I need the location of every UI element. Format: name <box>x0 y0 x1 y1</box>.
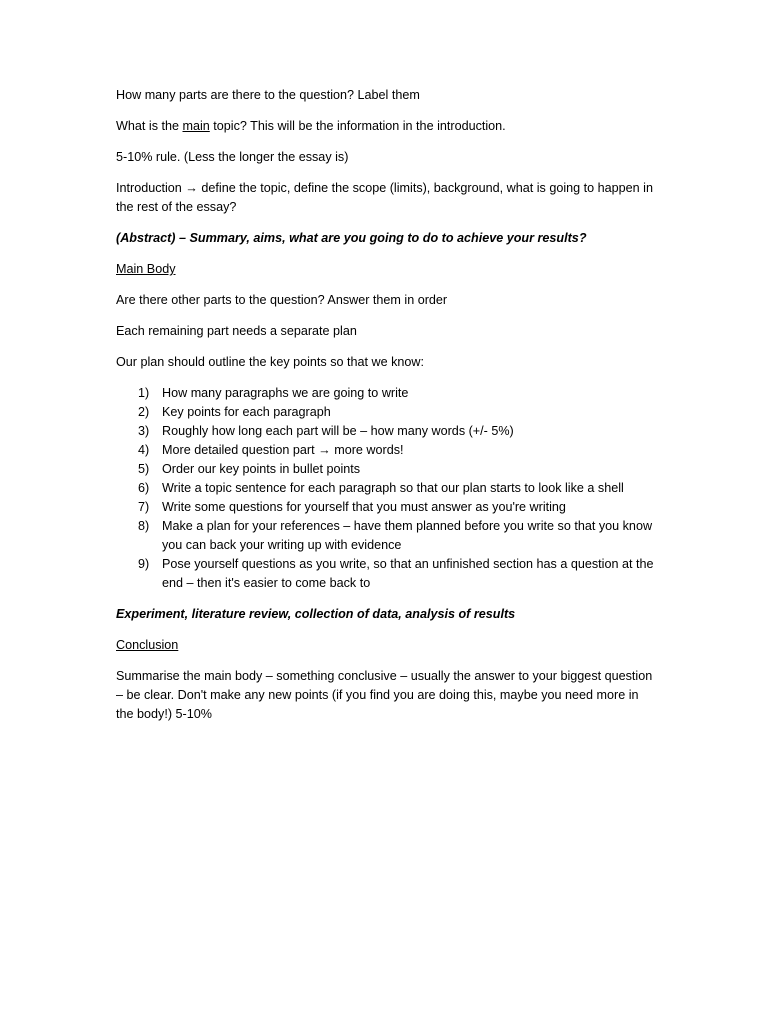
list-item <box>116 403 656 422</box>
list-item <box>116 517 656 555</box>
experiment-line: Experiment, literature review, collection of data, analysis of results <box>116 607 516 621</box>
list-item-text: Roughly how long each part will be – how many words (+/- 5%) <box>162 424 514 438</box>
list-item <box>116 479 656 498</box>
main-topic-suffix: topic? This will be the information in the introduction. <box>209 119 506 133</box>
list-item <box>116 555 656 593</box>
list-item <box>116 441 656 460</box>
list-item <box>116 384 656 403</box>
list-item-number: 9) <box>138 557 150 571</box>
list-item-text: Make a plan for your references – have them planned before you write so that you know you can back your writing up with evidence <box>162 519 653 552</box>
list-item <box>116 422 656 441</box>
list-item-text: More detailed question part → more words! <box>162 443 404 457</box>
conclusion-heading: Conclusion <box>116 638 179 652</box>
list-item-text: Write some questions for yourself that you must answer as you're writing <box>162 500 566 514</box>
list-item-text: Write a topic sentence for each paragraph so that our plan starts to look like a shell <box>162 481 624 495</box>
list-item-number: 5) <box>138 462 150 476</box>
rule-line: 5-10% rule. (Less the longer the essay is) <box>116 150 349 164</box>
list-item-number: 1) <box>138 386 150 400</box>
main-topic-line <box>116 117 656 136</box>
list-item <box>116 498 656 517</box>
main-topic-prefix: What is the <box>116 119 183 133</box>
list-item <box>116 460 656 479</box>
list-item-number: 8) <box>138 519 150 533</box>
list-item-text: Key points for each paragraph <box>162 405 331 419</box>
plan-outline-line: Our plan should outline the key points so that we know: <box>116 355 425 369</box>
remaining-part-line: Each remaining part needs a separate plan <box>116 324 357 338</box>
list-item-number: 7) <box>138 500 150 514</box>
list-item-text: Pose yourself questions as you write, so that an unfinished section has a question at the end – then it's easier to come back to <box>162 557 654 590</box>
conclusion-text: Summarise the main body – something conclusive – usually the answer to your biggest question – be clear. Don't make any new points (if you find you are doing this, maybe you need more in the body!) 5-10% <box>116 669 653 721</box>
abstract-line: (Abstract) – Summary, aims, what are you going to do to achieve your results? <box>116 231 587 245</box>
main-body-heading: Main Body <box>116 262 176 276</box>
list-item-number: 6) <box>138 481 150 495</box>
question-parts-line: How many parts are there to the question? Label them <box>116 88 420 102</box>
list-item-text: How many paragraphs we are going to write <box>162 386 409 400</box>
list-item-text: Order our key points in bullet points <box>162 462 361 476</box>
list-item-number: 4) <box>138 443 150 457</box>
introduction-line: Introduction → define the topic, define the scope (limits), background, what is going to happen in the rest of the essay? <box>116 181 653 214</box>
document-page <box>116 86 656 736</box>
plan-list <box>116 384 656 593</box>
list-item-number: 3) <box>138 424 150 438</box>
main-topic-emphasis: main <box>182 119 210 133</box>
list-item-number: 2) <box>138 405 150 419</box>
other-parts-line: Are there other parts to the question? Answer them in order <box>116 293 448 307</box>
